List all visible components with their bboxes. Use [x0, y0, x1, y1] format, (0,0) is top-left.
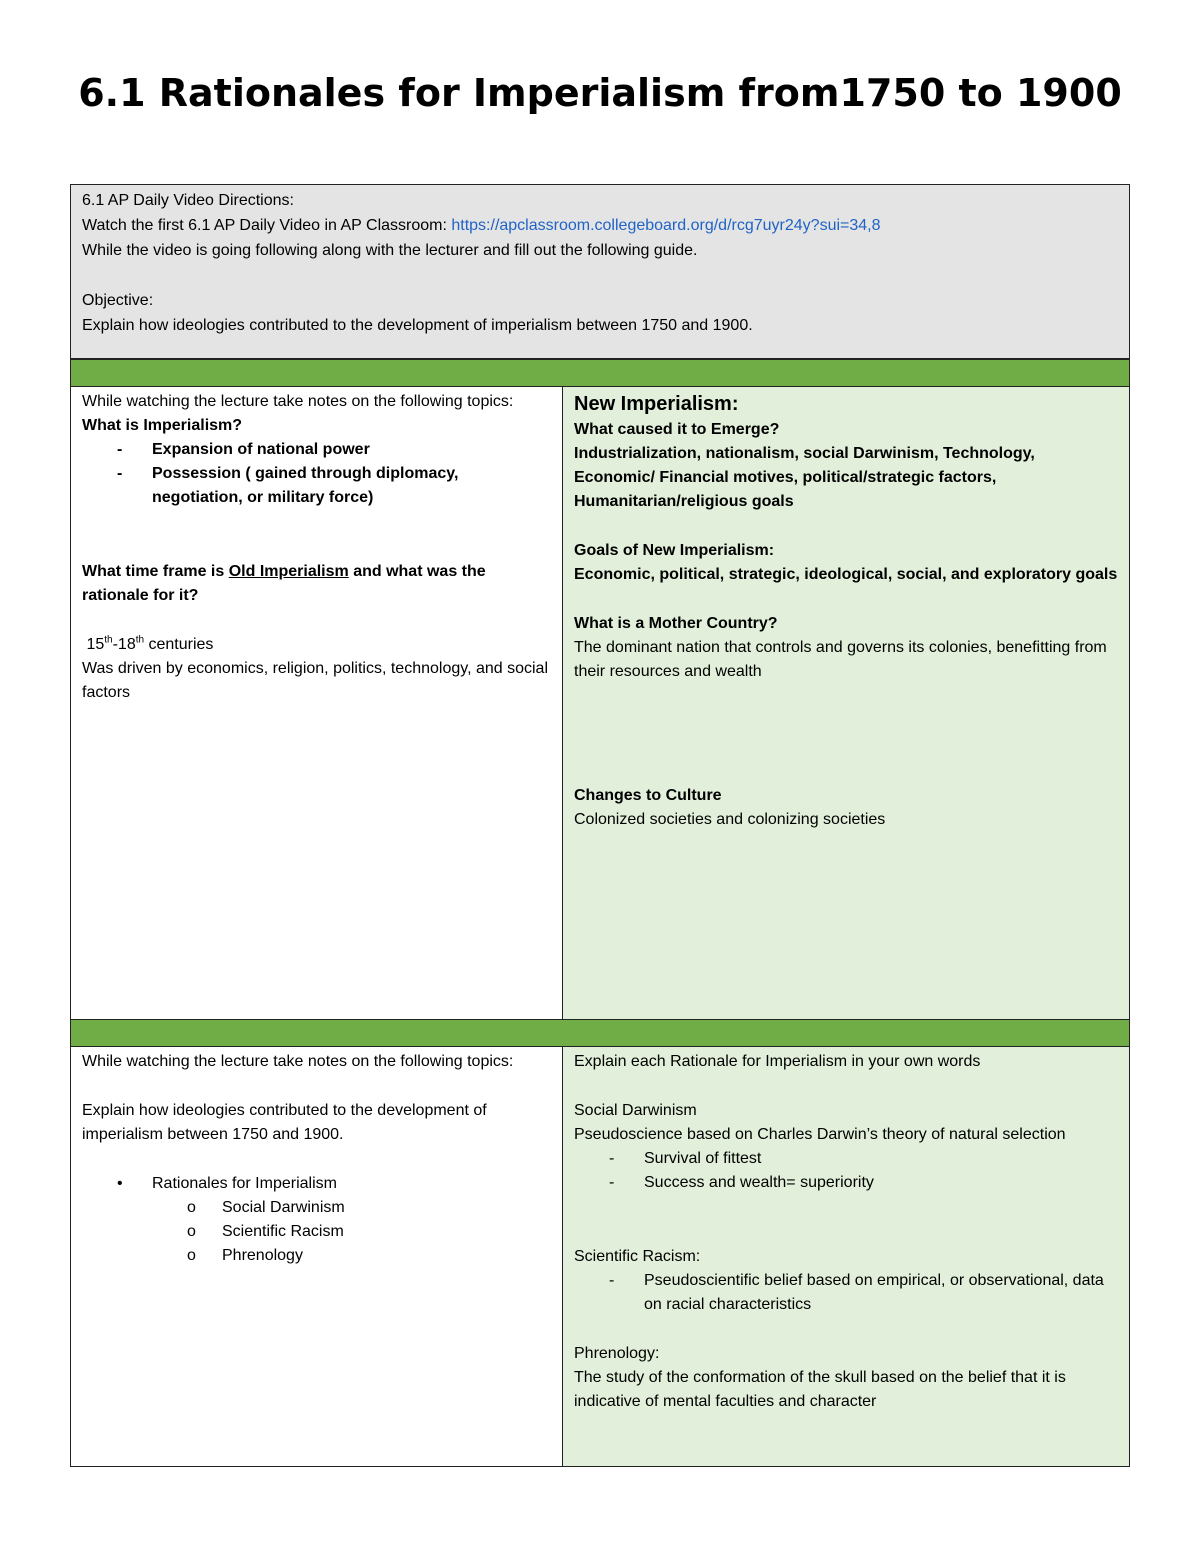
question-goals: Goals of New Imperialism: [574, 542, 775, 559]
century-start: 15 [86, 636, 105, 653]
rationales-bullet-label: Rationales for Imperialism [152, 1175, 337, 1192]
list-item: - Success and wealth= superiority [609, 1171, 1118, 1195]
list-item: - Survival of fittest [609, 1147, 1118, 1171]
section-divider-2 [71, 1019, 1129, 1047]
ap-classroom-link[interactable]: https://apclassroom.collegeboard.org/d/rcg7uyr24y?sui=34,8 [451, 217, 881, 234]
list-item [117, 1172, 551, 1268]
list-item: - Expansion of national power [117, 438, 551, 462]
section-2-right-notes [563, 1047, 1129, 1466]
notes-intro: While watching the lecture take notes on the following topics: [82, 393, 514, 410]
question-what-is-imperialism: What is Imperialism? [82, 417, 243, 434]
directions-box [71, 185, 1129, 359]
objective-text: Explain how ideologies contributed to the development of imperialism between 1750 and 1900. [82, 317, 753, 334]
culture-answer: Colonized societies and colonizing societies [574, 811, 886, 828]
objective-label: Objective: [82, 292, 154, 309]
list-item: o Social Darwinism [187, 1196, 551, 1220]
section-1-left-notes [71, 387, 563, 1019]
worksheet-table [70, 184, 1130, 1467]
list-item: - Possession ( gained through diplomacy, negotiation, or military force) [117, 462, 551, 510]
causes-answer: Industrialization, nationalism, social Darwinism, Technology, Economic/ Financial motives, political/strategic factors, Humanitarian/religious goals [574, 445, 1035, 510]
scientific-racism-label: Scientific Racism: [574, 1248, 701, 1265]
century-suffix: centuries [144, 636, 214, 653]
rationale-answer: Was driven by economics, religion, politics, technology, and social factors [82, 660, 548, 701]
q2-suffix: and what was the rationale for it? [82, 563, 486, 604]
goals-answer: Economic, political, strategic, ideological, social, and exploratory goals [574, 566, 1118, 583]
century-end-sup: th [135, 634, 145, 646]
list-item: - Pseudoscientific belief based on empirical, or observational, data on racial characteristics [609, 1269, 1118, 1317]
watch-instruction [82, 213, 1118, 238]
ideologies-prompt: Explain how ideologies contributed to the development of imperialism between 1750 and 1900. [82, 1102, 487, 1143]
question-old-imperialism [82, 560, 551, 608]
section-1-right-notes [563, 387, 1129, 1019]
section-2-left-notes [71, 1047, 563, 1466]
section-1 [71, 387, 1129, 1019]
question-causes: What caused it to Emerge? [574, 421, 780, 438]
phrenology-text: The study of the conformation of the skull based on the belief that it is indicative of mental faculties and character [574, 1369, 1066, 1410]
scientific-racism-points [574, 1269, 1118, 1317]
follow-along-text: While the video is going following along with the lecturer and fill out the following guide. [82, 242, 698, 259]
social-darwinism-label: Social Darwinism [574, 1102, 697, 1119]
page-title: 6.1 Rationales for Imperialism from1750 to 1900 [78, 71, 1122, 115]
century-sep: -18 [112, 636, 136, 653]
rationales-intro: Explain each Rationale for Imperialism in your own words [574, 1053, 981, 1070]
mother-country-answer: The dominant nation that controls and governs its colonies, benefitting from their resources and wealth [574, 639, 1107, 680]
watch-prefix: Watch the first 6.1 AP Daily Video in AP Classroom: [82, 217, 452, 234]
social-darwinism-points [574, 1147, 1118, 1195]
question-mother-country: What is a Mother Country? [574, 615, 778, 632]
section-2 [71, 1047, 1129, 1466]
directions-heading: 6.1 AP Daily Video Directions: [82, 192, 294, 209]
notes-intro: While watching the lecture take notes on the following topics: [82, 1053, 514, 1070]
list-item: o Scientific Racism [187, 1220, 551, 1244]
new-imperialism-heading: New Imperialism: [574, 393, 739, 415]
section-divider-1 [71, 359, 1129, 387]
time-frame-answer [82, 633, 551, 657]
century-start-sup: th [104, 634, 113, 646]
list-item: o Phrenology [187, 1244, 551, 1268]
rationales-list [82, 1172, 551, 1268]
q2-underlined: Old Imperialism [228, 563, 349, 580]
phrenology-label: Phrenology: [574, 1345, 660, 1362]
rationales-sublist [152, 1196, 551, 1268]
imperialism-definition-list [82, 438, 551, 510]
q2-prefix: What time frame is [82, 563, 229, 580]
question-culture: Changes to Culture [574, 787, 722, 804]
social-darwinism-text: Pseudoscience based on Charles Darwin’s theory of natural selection [574, 1126, 1066, 1143]
